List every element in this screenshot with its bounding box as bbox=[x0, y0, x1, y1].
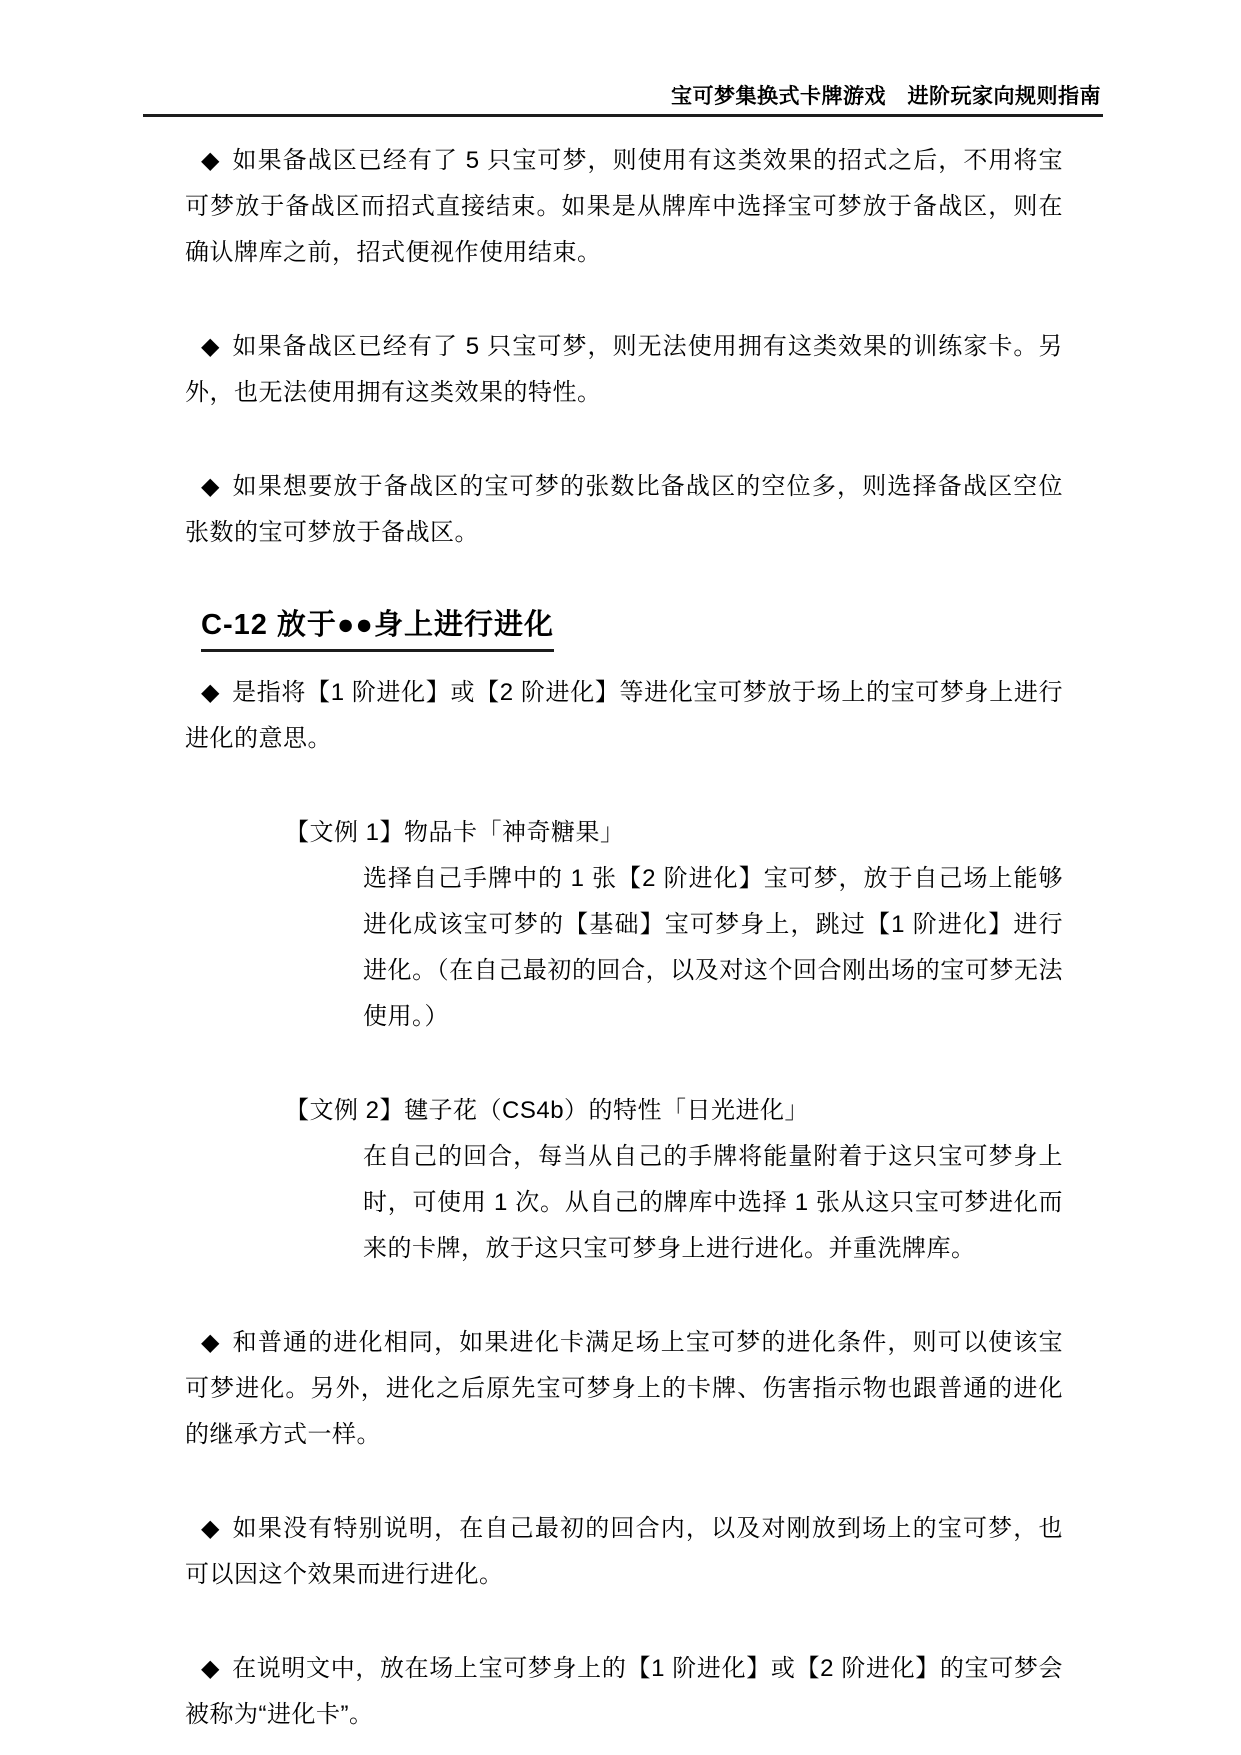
paragraph-text: 如果想要放于备战区的宝可梦的张数比备战区的空位多，则选择备战区空位张数的宝可梦放于备战区。 bbox=[185, 473, 1063, 546]
example-body: 选择自己手牌中的 1 张【2 阶进化】宝可梦，放于自己场上能够进化成该宝可梦的【基础】宝可梦身上，跳过【1 阶进化】进行进化。（在自己最初的回合，以及对这个回合刚出场的宝可梦无法使用。） bbox=[363, 865, 1063, 1030]
header-divider bbox=[143, 114, 1103, 117]
example-title: 物品卡「神奇糖果」 bbox=[404, 819, 625, 846]
diamond-bullet-icon: ◆ bbox=[201, 147, 221, 174]
content bbox=[185, 138, 1063, 1755]
example-body: 在自己的回合，每当从自己的手牌将能量附着于这只宝可梦身上时，可使用 1 次。从自己的牌库中选择 1 张从这只宝可梦进化而来的卡牌，放于这只宝可梦身上进行进化。并重洗牌库。 bbox=[363, 1143, 1063, 1262]
example-title: 毽子花（CS4b）的特性「日光进化」 bbox=[404, 1097, 810, 1124]
bullet-paragraph bbox=[185, 324, 1063, 416]
header-title: 宝可梦集换式卡牌游戏 进阶玩家向规则指南 bbox=[671, 85, 1101, 108]
diamond-bullet-icon: ◆ bbox=[201, 1655, 221, 1682]
paragraph-text: 和普通的进化相同，如果进化卡满足场上宝可梦的进化条件，则可以使该宝可梦进化。另外，进化之后原先宝可梦身上的卡牌、伤害指示物也跟普通的进化的继承方式一样。 bbox=[185, 1329, 1063, 1448]
example-heading bbox=[285, 810, 1063, 856]
example-block bbox=[285, 810, 1063, 1040]
diamond-bullet-icon: ◆ bbox=[201, 473, 221, 500]
page-header bbox=[143, 80, 1101, 110]
section-heading: C-12 放于●●身上进行进化 bbox=[201, 608, 554, 652]
example-block bbox=[285, 1088, 1063, 1272]
diamond-bullet-icon: ◆ bbox=[201, 1329, 221, 1356]
paragraph-text: 在说明文中，放在场上宝可梦身上的【1 阶进化】或【2 阶进化】的宝可梦会被称为“进化卡”。 bbox=[185, 1655, 1063, 1728]
bullet-paragraph bbox=[185, 464, 1063, 556]
diamond-bullet-icon: ◆ bbox=[201, 679, 221, 706]
paragraph-text: 如果没有特别说明，在自己最初的回合内，以及对刚放到场上的宝可梦，也可以因这个效果而进行进化。 bbox=[185, 1515, 1063, 1588]
bullet-paragraph bbox=[185, 670, 1063, 762]
diamond-bullet-icon: ◆ bbox=[201, 1515, 221, 1542]
example-heading bbox=[285, 1088, 1063, 1134]
paragraph-text: 如果备战区已经有了 5 只宝可梦，则无法使用拥有这类效果的训练家卡。另外，也无法使用拥有这类效果的特性。 bbox=[185, 333, 1063, 406]
bullet-paragraph bbox=[185, 1646, 1063, 1738]
diamond-bullet-icon: ◆ bbox=[201, 333, 221, 360]
bullet-paragraph bbox=[185, 138, 1063, 276]
bullet-paragraph bbox=[185, 1506, 1063, 1598]
example-label: 【文例 1】 bbox=[285, 819, 405, 846]
paragraph-text: 如果备战区已经有了 5 只宝可梦，则使用有这类效果的招式之后，不用将宝可梦放于备战区而招式直接结束。如果是从牌库中选择宝可梦放于备战区，则在确认牌库之前，招式便视作使用结束。 bbox=[185, 147, 1063, 266]
section-heading-wrap bbox=[201, 604, 1063, 652]
bullet-paragraph bbox=[185, 1320, 1063, 1458]
example-label: 【文例 2】 bbox=[285, 1097, 405, 1124]
paragraph-text: 是指将【1 阶进化】或【2 阶进化】等进化宝可梦放于场上的宝可梦身上进行进化的意思。 bbox=[185, 679, 1063, 752]
